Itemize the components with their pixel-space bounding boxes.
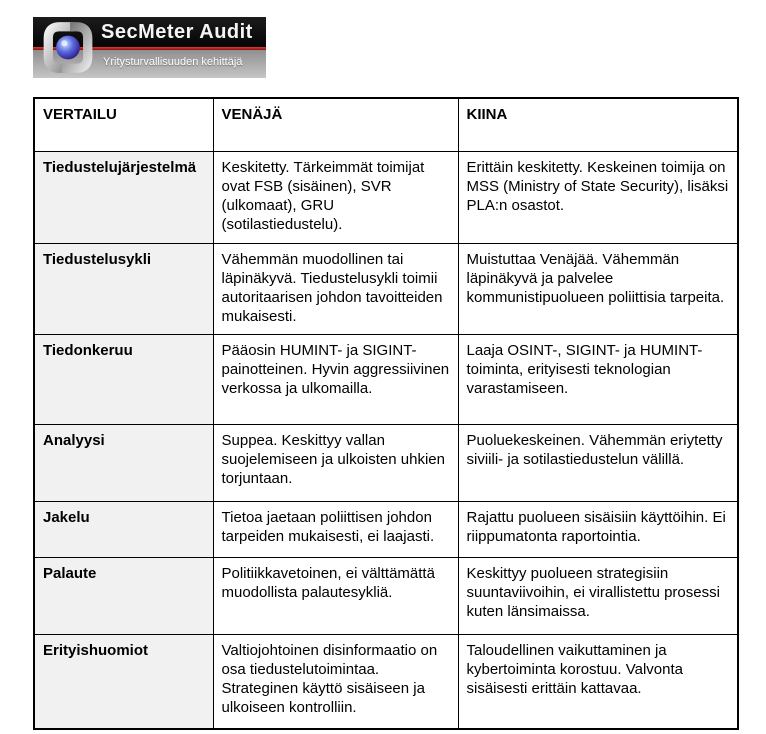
comparison-table xyxy=(33,97,739,730)
row-label-cell: Tiedonkeruu xyxy=(34,335,213,425)
table-header-row xyxy=(34,98,738,152)
kiina-cell: Rajattu puolueen sisäisiin käyttöihin. Ei riippumatonta raportointia. xyxy=(458,502,738,558)
table-row xyxy=(34,425,738,502)
logo-title: SecMeter Audit xyxy=(101,21,253,43)
header-vertailu: VERTAILU xyxy=(34,98,213,152)
venaja-cell: Politiikkavetoinen, ei välttämättä muodollista palautesykliä. xyxy=(213,558,458,635)
kiina-cell: Keskittyy puolueen strategisiin suuntaviivoihin, ei virallistettu prosessi kuten länsimaissa. xyxy=(458,558,738,635)
row-label-cell: Tiedustelujärjestelmä xyxy=(34,152,213,244)
table-row xyxy=(34,502,738,558)
row-label-cell: Tiedustelusykli xyxy=(34,244,213,335)
venaja-cell: Tietoa jaetaan poliittisen johdon tarpeiden mukaisesti, ei laajasti. xyxy=(213,502,458,558)
table-row xyxy=(34,335,738,425)
table-row xyxy=(34,244,738,335)
venaja-cell: Vähemmän muodollinen tai läpinäkyvä. Tiedustelusykli toimii autoritaarisen johdon tavoitteiden mukaisesti. xyxy=(213,244,458,335)
header-venaja: VENÄJÄ xyxy=(213,98,458,152)
row-label-cell: Analyysi xyxy=(34,425,213,502)
kiina-cell: Erittäin keskitetty. Keskeinen toimija on MSS (Ministry of State Security), lisäksi PLA:n osastot. xyxy=(458,152,738,244)
secmeter-logo xyxy=(33,17,266,78)
kiina-cell: Laaja OSINT-, SIGINT- ja HUMINT-toiminta, erityisesti teknologian varastamiseen. xyxy=(458,335,738,425)
venaja-cell: Pääosin HUMINT- ja SIGINT-painotteinen. Hyvin aggressiivinen verkossa ja ulkomailla. xyxy=(213,335,458,425)
table-row xyxy=(34,558,738,635)
table-row xyxy=(34,152,738,244)
secmeter-orb-icon xyxy=(40,19,96,76)
header-kiina: KIINA xyxy=(458,98,738,152)
table-row xyxy=(34,635,738,729)
venaja-cell: Keskitetty. Tärkeimmät toimijat ovat FSB (sisäinen), SVR (ulkomaat), GRU (sotilastiedustelu). xyxy=(213,152,458,244)
kiina-cell: Puoluekeskeinen. Vähemmän eriytetty siviili- ja sotilastiedustelun välillä. xyxy=(458,425,738,502)
row-label-cell: Erityishuomiot xyxy=(34,635,213,729)
logo-tagline: Yritysturvallisuuden kehittäjä xyxy=(103,56,243,68)
kiina-cell: Muistuttaa Venäjää. Vähemmän läpinäkyvä ja palvelee kommunistipuolueen poliittisia tarpeita. xyxy=(458,244,738,335)
kiina-cell: Taloudellinen vaikuttaminen ja kybertoiminta korostuu. Valvonta sisäisesti erittäin kattavaa. xyxy=(458,635,738,729)
row-label-cell: Palaute xyxy=(34,558,213,635)
row-label-cell: Jakelu xyxy=(34,502,213,558)
venaja-cell: Suppea. Keskittyy vallan suojelemiseen ja ulkoisten uhkien torjuntaan. xyxy=(213,425,458,502)
venaja-cell: Valtiojohtoinen disinformaatio on osa tiedustelutoimintaa. Strateginen käyttö sisäiseen ja ulkoiseen kontrolliin. xyxy=(213,635,458,729)
